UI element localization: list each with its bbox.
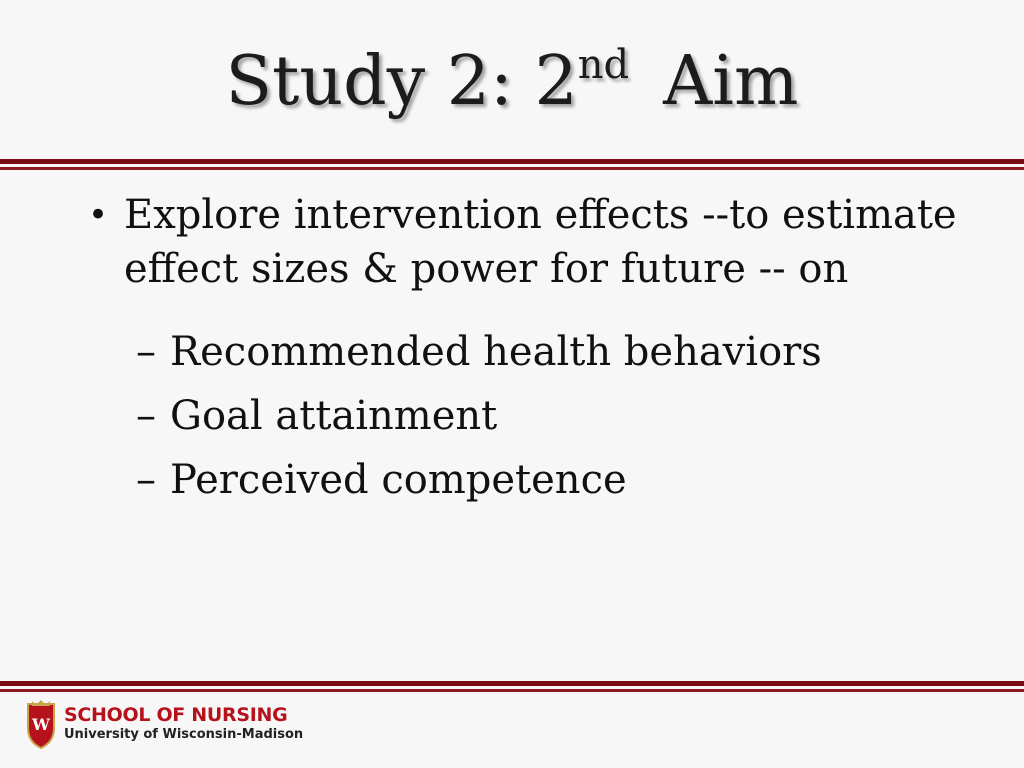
bullet-text-line2: effect sizes & power for future -- on — [124, 246, 849, 292]
title-end: Aim — [663, 42, 799, 121]
sub-bullet-text: Goal attainment — [170, 393, 498, 439]
footer — [24, 698, 303, 750]
bullet-marker: • — [88, 195, 109, 235]
slide-body — [88, 188, 988, 512]
svg-text:W: W — [32, 715, 50, 734]
bullet-text-line1: Explore intervention effects --to estimate — [124, 192, 957, 238]
sub-bullet-marker: – — [136, 393, 156, 439]
university-crest-icon — [24, 698, 58, 750]
sub-bullet-item — [136, 448, 988, 512]
bullet-text — [124, 188, 957, 296]
sub-bullet-marker: – — [136, 329, 156, 375]
bullet-item — [88, 188, 988, 296]
slide-title — [0, 40, 1024, 124]
sub-bullet-item — [136, 384, 988, 448]
school-name: SCHOOL OF NURSING — [64, 704, 288, 726]
sub-bullet-list — [136, 320, 988, 512]
sub-bullet-text: Recommended health behaviors — [170, 329, 822, 375]
university-name: University of Wisconsin-Madison — [64, 727, 304, 742]
title-main: Study 2: 2 — [225, 42, 578, 121]
title-superscript: nd — [577, 42, 630, 88]
bottom-divider — [0, 681, 1024, 692]
sub-bullet-item — [136, 320, 988, 384]
sub-bullet-marker: – — [136, 457, 156, 503]
sub-bullet-text: Perceived competence — [170, 457, 627, 503]
top-divider — [0, 159, 1024, 170]
